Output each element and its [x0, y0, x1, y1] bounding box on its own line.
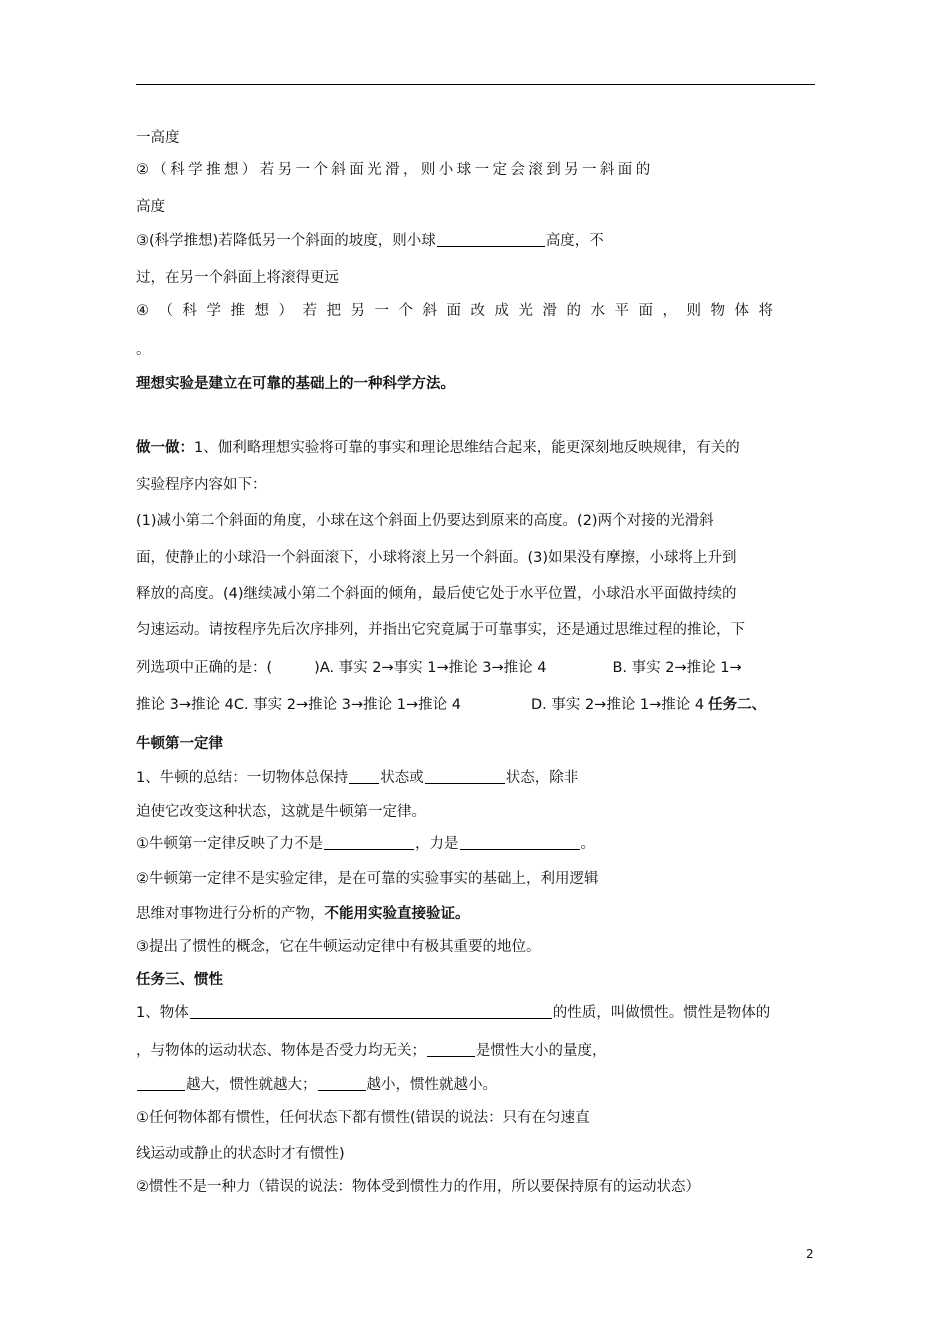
fill-blank	[425, 769, 505, 784]
text-line: ②（科学推想）若另一个斜面光滑，则小球一定会滚到另一斜面的	[136, 162, 654, 178]
text-line	[136, 904, 470, 924]
answer-option: B. 事实 2→推论 1→	[612, 660, 742, 676]
fill-blank	[437, 232, 545, 247]
section-heading: 理想实验是建立在可靠的基础上的一种科学方法。	[136, 376, 455, 392]
text-fragment: 思维对事物进行分析的产物，	[136, 906, 325, 922]
text-fragment: ，力是	[415, 836, 459, 852]
text-fragment: 越大，惯性就越大；	[186, 1077, 317, 1093]
text-line: 匀速运动。请按程序先后次序排列，并指出它究竟属于可靠事实，还是通过思维过程的推论，下	[136, 622, 745, 638]
text-fragment: 状态或	[380, 770, 424, 786]
text-line: (1)减小第二个斜面的角度，小球在这个斜面上仍要达到原来的高度。(2)两个对接的光滑斜	[136, 513, 714, 529]
fill-blank	[137, 1076, 185, 1091]
text-line	[136, 834, 595, 854]
fill-blank	[427, 1042, 475, 1057]
fill-blank	[349, 769, 379, 784]
page-number: 2	[806, 1247, 814, 1261]
text-fragment: 状态，除非	[505, 770, 579, 786]
section-heading: 牛顿第一定律	[136, 736, 223, 752]
text-fragment: 。	[580, 836, 595, 852]
fill-blank	[318, 1076, 366, 1091]
text-line	[136, 1075, 497, 1095]
text-line: ③提出了惯性的概念，它在牛顿运动定律中有极其重要的地位。	[136, 939, 541, 955]
text-line	[136, 231, 604, 251]
label-bold: 做一做：	[136, 440, 194, 456]
text-line: 高度	[136, 199, 165, 215]
text-line	[136, 438, 740, 458]
text-line: 过，在另一个斜面上将滚得更远	[136, 270, 339, 286]
text-line: 。	[136, 342, 151, 358]
text-fragment: 1、伽利略理想实验将可靠的事实和理论思维结合起来，能更深刻地反映规律，有关的	[194, 440, 740, 456]
text-line: ①任何物体都有惯性，任何状态下都有惯性(错误的说法：只有在匀速直	[136, 1110, 590, 1126]
fill-blank	[324, 835, 414, 850]
text-line: ④（科学推想）若把另一个斜面改成光滑的水平面，则物体将	[136, 303, 783, 319]
text-line: 面，使静止的小球沿一个斜面滚下，小球将滚上另一个斜面。(3)如果没有摩擦，小球将上升到	[136, 550, 737, 566]
text-line: 一高度	[136, 130, 180, 146]
section-heading: 任务三、惯性	[136, 972, 223, 988]
text-line: 释放的高度。(4)继续减小第二个斜面的倾角，最后使它处于水平位置，小球沿水平面做持续的	[136, 586, 737, 602]
text-line	[136, 695, 766, 715]
text-fragment: 是惯性大小的量度，	[476, 1043, 607, 1059]
text-line: 迫使它改变这种状态，这就是牛顿第一定律。	[136, 804, 426, 820]
emphasis-text: 不能用实验直接验证。	[324, 906, 470, 922]
answer-option: )A. 事实 2→事实 1→推论 3→推论 4	[314, 660, 547, 676]
text-line	[136, 1041, 607, 1061]
text-fragment: 高度，不	[545, 233, 604, 249]
section-heading: 任务二、	[708, 697, 767, 713]
answer-option: D. 事实 2→推论 1→推论 4	[530, 697, 705, 713]
text-line: ②牛顿第一定律不是实验定律，是在可靠的实验事实的基础上，利用逻辑	[136, 871, 599, 887]
text-fragment: 的性质，叫做惯性。惯性是物体的	[552, 1005, 771, 1021]
text-fragment: 越小，惯性就越小。	[366, 1077, 497, 1093]
text-fragment: 列选项中正确的是：(	[136, 660, 273, 676]
text-line	[136, 768, 578, 788]
text-fragment: ①牛顿第一定律反映了力不是	[136, 836, 323, 852]
text-line: ②惯性不是一种力（错误的说法：物体受到惯性力的作用，所以要保持原有的运动状态）	[136, 1179, 700, 1195]
text-fragment: 1、物体	[136, 1005, 189, 1021]
header-rule	[136, 84, 815, 85]
text-fragment: ，与物体的运动状态、物体是否受力均无关；	[136, 1043, 426, 1059]
text-fragment: ③(科学推想)若降低另一个斜面的坡度，则小球	[136, 233, 436, 249]
text-line	[136, 1003, 770, 1023]
fill-blank	[460, 835, 580, 850]
text-fragment: 1、牛顿的总结：一切物体总保持	[136, 770, 349, 786]
text-line	[136, 658, 742, 678]
fill-blank	[190, 1004, 552, 1019]
text-line: 线运动或静止的状态时才有惯性)	[136, 1146, 345, 1162]
answer-option: 推论 3→推论 4C. 事实 2→推论 3→推论 1→推论 4	[136, 697, 461, 713]
text-line: 实验程序内容如下：	[136, 477, 267, 493]
